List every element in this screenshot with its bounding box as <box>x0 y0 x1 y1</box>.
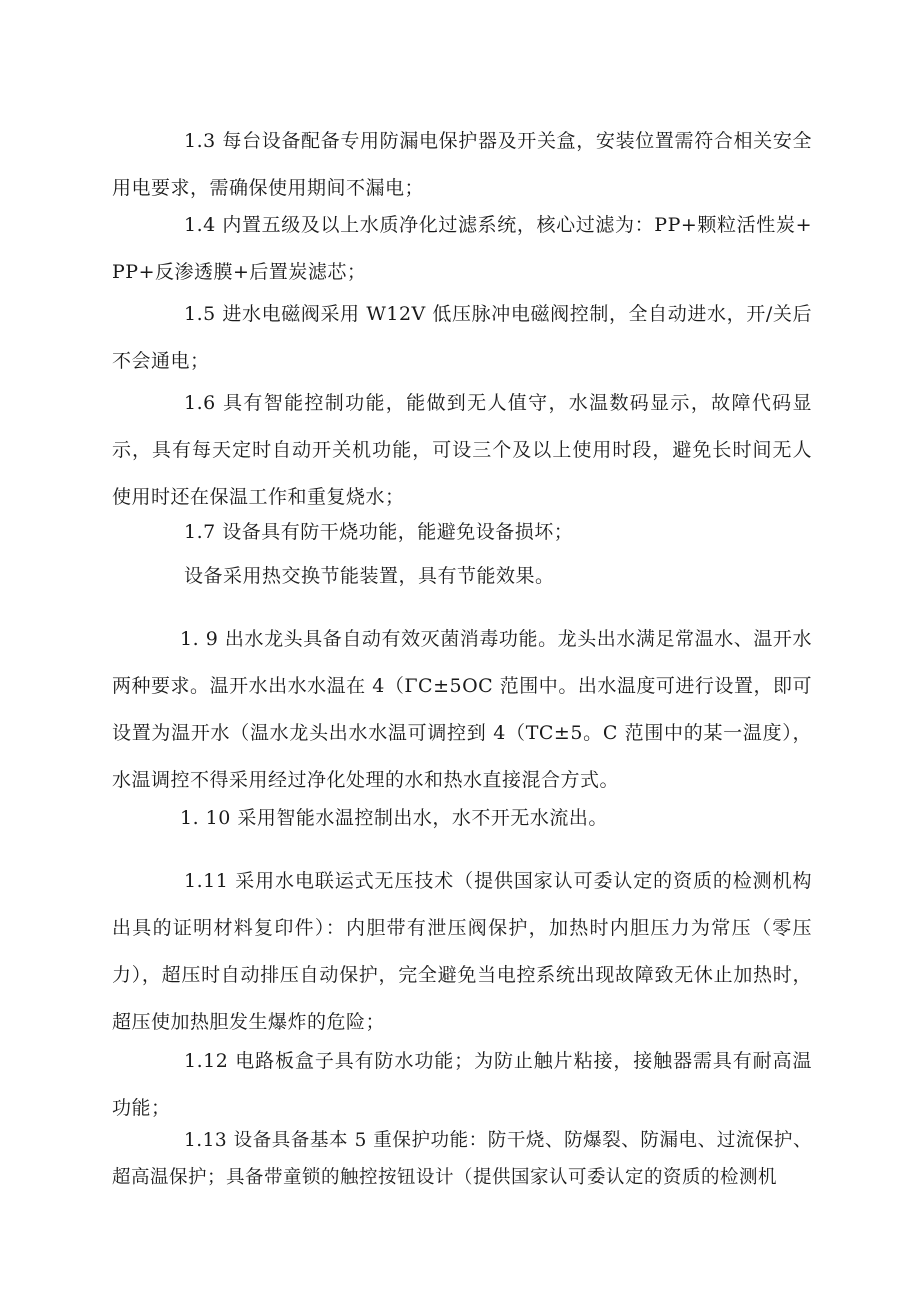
paragraph-1-3: 1.3 每台设备配备专用防漏电保护器及开关盒，安装位置需符合相关安全用电要求，需确保使用期间不漏电； <box>112 130 812 199</box>
paragraph-1-13: 1.13 设备具备基本 5 重保护功能：防干烧、防爆裂、防漏电、过流保护、超高温保护；具备带童锁的触控按钮设计（提供国家认可委认定的资质的检测机 <box>112 1130 812 1188</box>
paragraph-1-12: 1.12 电路板盒子具有防水功能；为防止触片粘接，接触器需具有耐高温功能； <box>112 1050 812 1119</box>
paragraph-1-7: 1.7 设备具有防干烧功能，能避免设备损坏； <box>184 521 574 543</box>
paragraph-1-11: 1.11 采用水电联运式无压技术（提供国家认可委认定的资质的检测机构出具的证明材料复印件）：内胆带有泄压阀保护，加热时内胆压力为常压（零压力），超压时自动排压自动保护，完全避免当电控系统出现故障致无休止加热时，超压使加热胆发生爆炸的危险； <box>112 870 812 1033</box>
paragraph-1-9: 1. 9 出水龙头具备自动有效灭菌消毒功能。龙头出水满足常温水、温开水两种要求。温开水出水水温在 4（ΓC±5OC 范围中。出水温度可进行设置，即可设置为温开水（温水龙头出水水温可调控到 4（TC±5。C 范围中的某一温度），水温调控不得采用经过净化处理的水和热水直接混合方式。 <box>112 628 812 791</box>
paragraph-1-6: 1.6 具有智能控制功能，能做到无人值守，水温数码显示，故障代码显示，具有每天定时自动开关机功能，可设三个及以上使用时段，避免长时间无人使用时还在保温工作和重复烧水； <box>112 392 812 508</box>
paragraph-1-10: 1. 10 采用智能水温控制出水，水不开无水流出。 <box>180 807 608 829</box>
paragraph-1-5: 1.5 进水电磁阀采用 W12V 低压脉冲电磁阀控制，全自动进水，开/关后不会通电； <box>112 303 812 372</box>
paragraph-1-8: 设备采用热交换节能装置，具有节能效果。 <box>184 565 555 587</box>
paragraph-1-4: 1.4 内置五级及以上水质净化过滤系统，核心过滤为：PP+颗粒活性炭+PP+反渗透膜+后置炭滤芯； <box>112 214 812 283</box>
